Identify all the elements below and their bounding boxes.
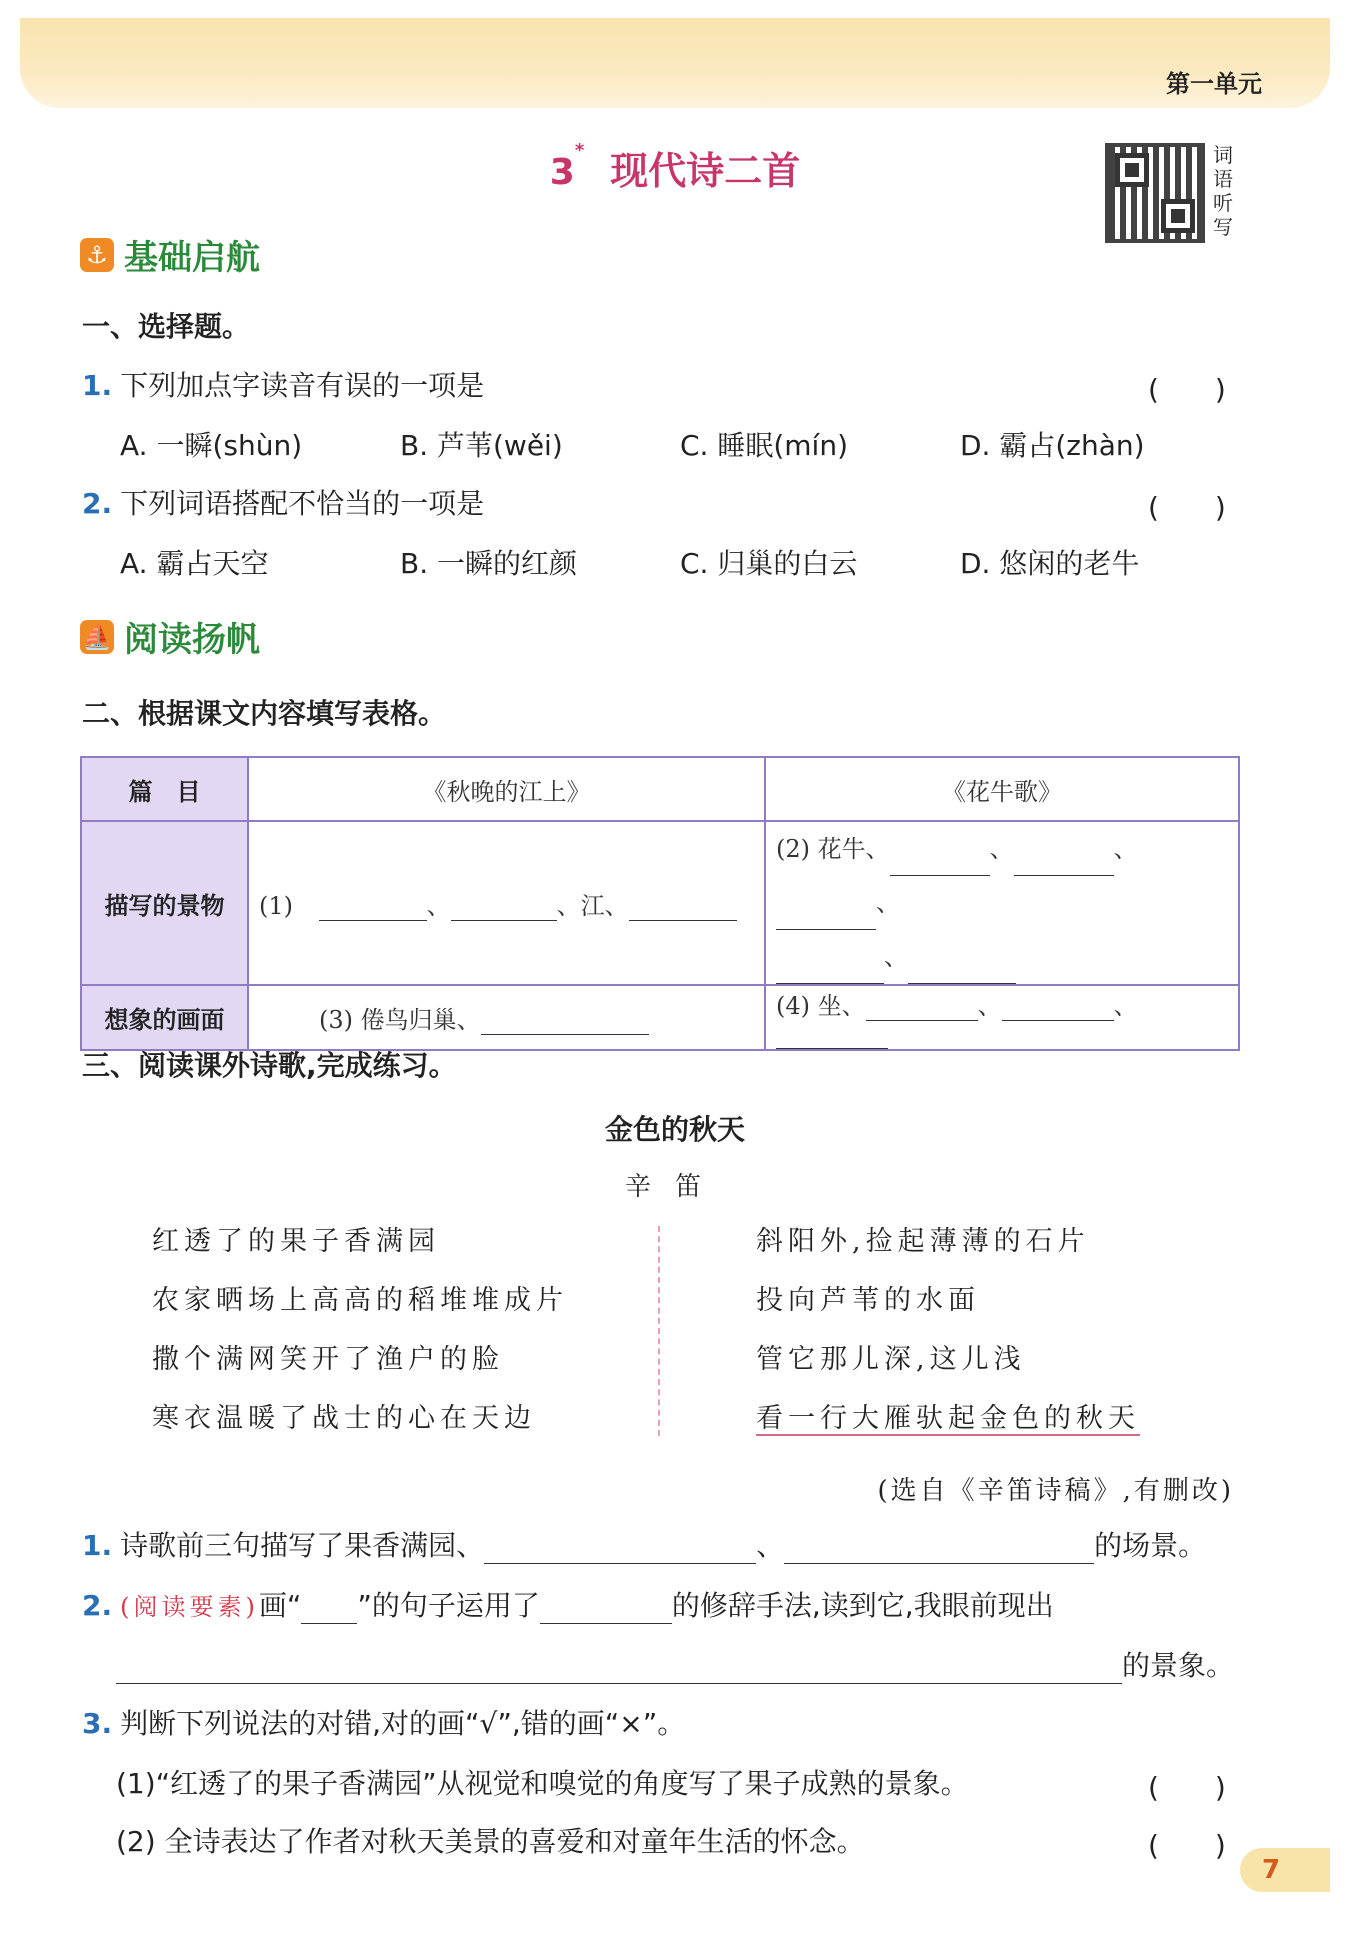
label-3: (3) 倦鸟归巢、 — [319, 1006, 481, 1034]
table-cell-imagined1 — [248, 985, 765, 1050]
question-2-options — [120, 542, 1240, 582]
question-1-options — [120, 424, 1240, 464]
question-number: 2. — [82, 1589, 113, 1622]
option-b[interactable]: B. 芦苇(wěi) — [400, 429, 563, 462]
answer-bracket-3-1[interactable]: ( ) — [1148, 1771, 1226, 1804]
blank[interactable] — [1014, 853, 1114, 876]
blank[interactable] — [784, 1541, 1094, 1564]
answer-bracket-1[interactable]: ( ) — [1148, 373, 1226, 406]
table-header-title: 篇 目 — [81, 757, 248, 821]
table-header-imagined: 想象的画面 — [81, 985, 248, 1050]
question-number: 1. — [82, 1529, 113, 1562]
part3-question-2-line2 — [116, 1644, 1234, 1684]
poem-line: 撒个满网笑开了渔户的脸 — [152, 1344, 504, 1375]
unit-label: 第一单元 — [1166, 70, 1262, 98]
table-cell-scenery2: (2) 花牛、 、 、、 、 — [765, 821, 1239, 985]
part3-question-3 — [82, 1702, 685, 1742]
blank[interactable] — [1002, 998, 1114, 1021]
question-text-end: 的景象。 — [1122, 1649, 1235, 1682]
blank[interactable] — [301, 1601, 357, 1624]
statement-1: (1)“红透了的果子香满园”从视觉和嗅觉的角度写了果子成熟的景象。 — [116, 1767, 969, 1800]
table-cell-scenery1: (1) 、 、江、 — [248, 821, 765, 985]
question-text: 诗歌前三句描写了果香满园、 — [120, 1529, 485, 1562]
blank[interactable] — [484, 1541, 756, 1564]
option-d[interactable]: D. 霸占(zhàn) — [960, 429, 1145, 462]
part3-question-1: 1. 诗歌前三句描写了果香满园、 、 的场景。 — [82, 1529, 1207, 1562]
blank[interactable] — [776, 1026, 888, 1049]
option-a[interactable]: A. 一瞬(shùn) — [120, 429, 303, 462]
question-text: ”的句子运用了 — [357, 1589, 540, 1622]
poem-line: 管它那儿深,这儿浅 — [756, 1344, 1026, 1375]
poem-line — [756, 1389, 1140, 1448]
section-reading-title: 阅读扬帆 — [124, 620, 260, 660]
label-river: 江、 — [580, 891, 629, 920]
part3-question-2 — [82, 1584, 1054, 1624]
blank[interactable] — [451, 898, 557, 921]
question-1-number: 1. — [82, 369, 113, 402]
option-a[interactable]: A. 霸占天空 — [120, 547, 269, 580]
question-1 — [82, 364, 484, 404]
question-2-text: 下列词语搭配不恰当的一项是 — [120, 487, 485, 520]
answer-bracket-2[interactable]: ( ) — [1148, 491, 1226, 524]
option-c[interactable]: C. 归巢的白云 — [680, 547, 858, 580]
table-cell-imagined2: (4) 坐、 、 、 — [765, 985, 1239, 1050]
section-basic — [80, 230, 260, 279]
blank[interactable] — [481, 1012, 649, 1035]
blank[interactable] — [776, 961, 884, 984]
poem-line: 寒衣温暖了战士的心在天边 — [152, 1403, 536, 1434]
blank[interactable] — [319, 898, 427, 921]
blank[interactable] — [890, 853, 990, 876]
question-text: 判断下列说法的对错,对的画“√”,错的画“×”。 — [120, 1707, 686, 1740]
poem-left-column — [152, 1212, 568, 1448]
qr-label: 词语听写 — [1213, 143, 1233, 239]
header-bar — [20, 18, 1330, 108]
page-number: 7 — [1240, 1848, 1330, 1892]
blank[interactable] — [116, 1661, 1122, 1684]
part3-heading: 三、阅读课外诗歌,完成练习。 — [82, 1049, 457, 1082]
question-text: 的修辞手法,读到它,我眼前现出 — [671, 1589, 1054, 1622]
section-reading — [80, 612, 260, 661]
poem-divider — [658, 1226, 660, 1436]
question-number: 3. — [82, 1707, 113, 1740]
question-2-number: 2. — [82, 487, 113, 520]
poem-right-column — [756, 1212, 1140, 1448]
statement-2: (2) 全诗表达了作者对秋天美景的喜爱和对童年生活的怀念。 — [116, 1825, 865, 1858]
blank[interactable] — [776, 907, 876, 930]
answer-bracket-3-2[interactable]: ( ) — [1148, 1829, 1226, 1862]
label-1: (1) — [259, 891, 293, 920]
sailboat-icon: ⛵ — [80, 620, 114, 654]
table-cell-poem2: 《花牛歌》 — [765, 757, 1239, 821]
question-text-end: 的场景。 — [1094, 1529, 1207, 1562]
label-4: (4) 坐、 — [776, 992, 866, 1020]
anchor-icon: ⚓ — [80, 238, 114, 272]
lesson-number: 3 — [549, 152, 575, 193]
fill-table — [80, 756, 1240, 1051]
option-c[interactable]: C. 睡眠(mín) — [680, 429, 849, 462]
reading-element-tag: (阅读要素) — [120, 1593, 259, 1621]
poem-line: 农家晒场上高高的稻堆堆成片 — [152, 1285, 568, 1316]
poem-line: 投向芦苇的水面 — [756, 1285, 980, 1316]
label-2: (2) 花牛、 — [776, 835, 890, 863]
poem-source: (选自《辛笛诗稿》,有删改) — [877, 1476, 1234, 1506]
option-b[interactable]: B. 一瞬的红颜 — [400, 547, 578, 580]
poem-line: 斜阳外,捡起薄薄的石片 — [756, 1226, 1090, 1257]
blank[interactable] — [908, 961, 1016, 984]
option-d[interactable]: D. 悠闲的老牛 — [960, 547, 1140, 580]
poem-line-underlined: 看一行大雁驮起金色的秋天 — [756, 1403, 1140, 1434]
poem-line: 红透了的果子香满园 — [152, 1226, 440, 1257]
blank[interactable] — [540, 1601, 672, 1624]
blank[interactable] — [629, 898, 737, 921]
question-text: 画“ — [258, 1589, 302, 1622]
part2-heading: 二、根据课文内容填写表格。 — [82, 697, 447, 730]
table-header-scenery: 描写的景物 — [81, 821, 248, 985]
qr-code-icon[interactable] — [1105, 143, 1205, 243]
poem-author: 辛笛 — [624, 1172, 725, 1202]
section-basic-title: 基础启航 — [124, 238, 260, 278]
poem-title: 金色的秋天 — [604, 1113, 745, 1146]
blank[interactable] — [866, 998, 978, 1021]
table-cell-poem1: 《秋晚的江上》 — [248, 757, 765, 821]
question-2 — [82, 482, 484, 522]
lesson-title-text: 现代诗二首 — [610, 149, 801, 193]
question-1-text: 下列加点字读音有误的一项是 — [120, 369, 485, 402]
part1-heading: 一、选择题。 — [82, 310, 251, 343]
lesson-star: * — [574, 140, 585, 161]
